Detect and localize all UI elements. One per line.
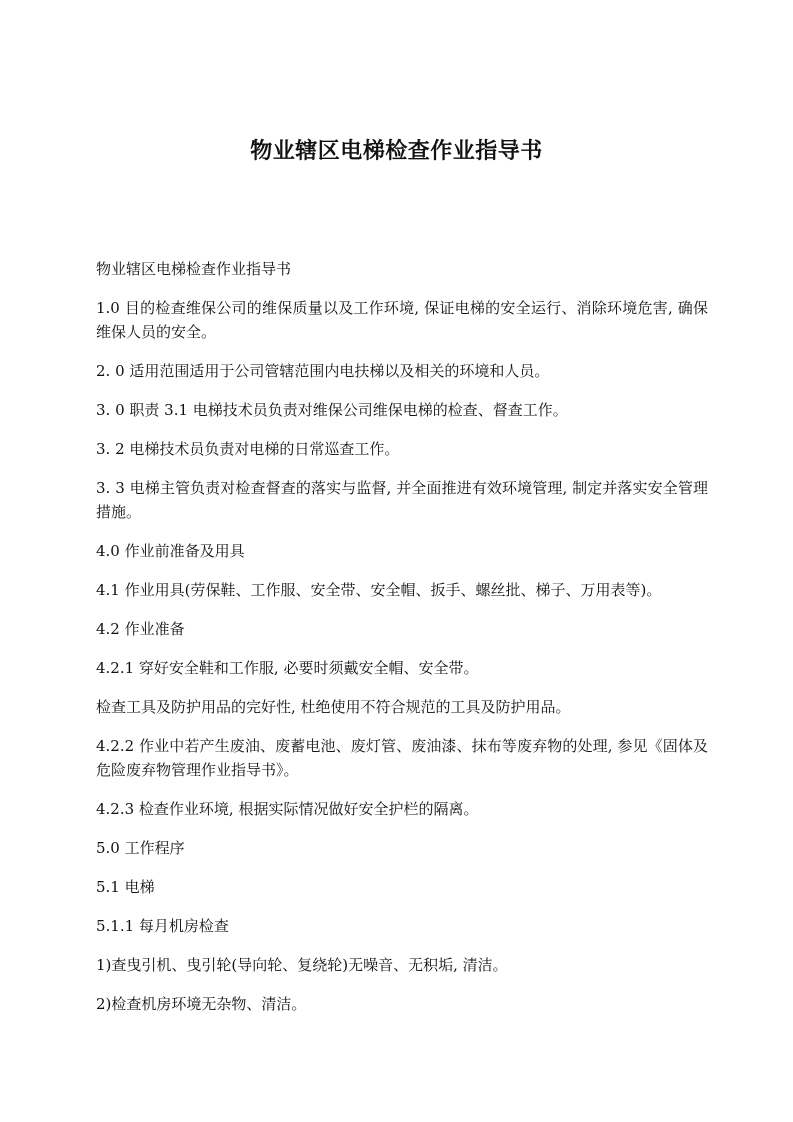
- paragraph-section-4-0: 4.0 作业前准备及用具: [96, 542, 245, 560]
- paragraph-duty-3-2: 3. 2 电梯技术员负责对电梯的日常巡查工作。: [96, 440, 400, 458]
- paragraph-scope: 2. 0 适用范围适用于公司管辖范围内电扶梯以及相关的环境和人员。: [96, 362, 550, 380]
- paragraph-section-4-2-2: 4.2.2 作业中若产生废油、废蓄电池、废灯管、废油漆、抹布等废弃物的处理, 参见《固体及危险废弃物管理作业指导书》。: [96, 737, 708, 779]
- paragraph-heading: 物业辖区电梯检查作业指导书: [96, 260, 292, 278]
- paragraph-section-5-0: 5.0 工作程序: [96, 839, 185, 857]
- document-body: [96, 257, 708, 1031]
- paragraph-duty-3-3: 3. 3 电梯主管负责对检查督查的落实与监督, 并全面推进有效环境管理, 制定并落实安全管理措施。: [96, 479, 708, 521]
- paragraph-tool-check: 检查工具及防护用品的完好性, 杜绝使用不符合规范的工具及防护用品。: [96, 698, 571, 716]
- document-title: 物业辖区电梯检查作业指导书: [250, 139, 543, 164]
- paragraph-item-2: 2)检查机房环境无杂物、清洁。: [96, 995, 307, 1013]
- paragraph-item-1: 1)查曳引机、曳引轮(导向轮、复绕轮)无噪音、无积垢, 清洁。: [96, 956, 508, 974]
- paragraph-section-5-1-1: 5.1.1 每月机房检查: [96, 917, 229, 935]
- paragraph-section-4-2: 4.2 作业准备: [96, 620, 185, 638]
- paragraph-section-5-1: 5.1 电梯: [96, 878, 155, 896]
- paragraph-section-4-1: 4.1 作业用具(劳保鞋、工作服、安全带、安全帽、扳手、螺丝批、梯子、万用表等)。: [96, 581, 662, 599]
- paragraph-section-4-2-3: 4.2.3 检查作业环境, 根据实际情况做好安全护栏的隔离。: [96, 800, 479, 818]
- paragraph-purpose: 1.0 目的检查维保公司的维保质量以及工作环境, 保证电梯的安全运行、消除环境危害, 确保维保人员的安全。: [96, 299, 708, 341]
- paragraph-duty-3-1: 3. 0 职责 3.1 电梯技术员负责对维保公司维保电梯的检查、督查工作。: [96, 401, 568, 419]
- paragraph-section-4-2-1: 4.2.1 穿好安全鞋和工作服, 必要时须戴安全帽、安全带。: [96, 659, 479, 677]
